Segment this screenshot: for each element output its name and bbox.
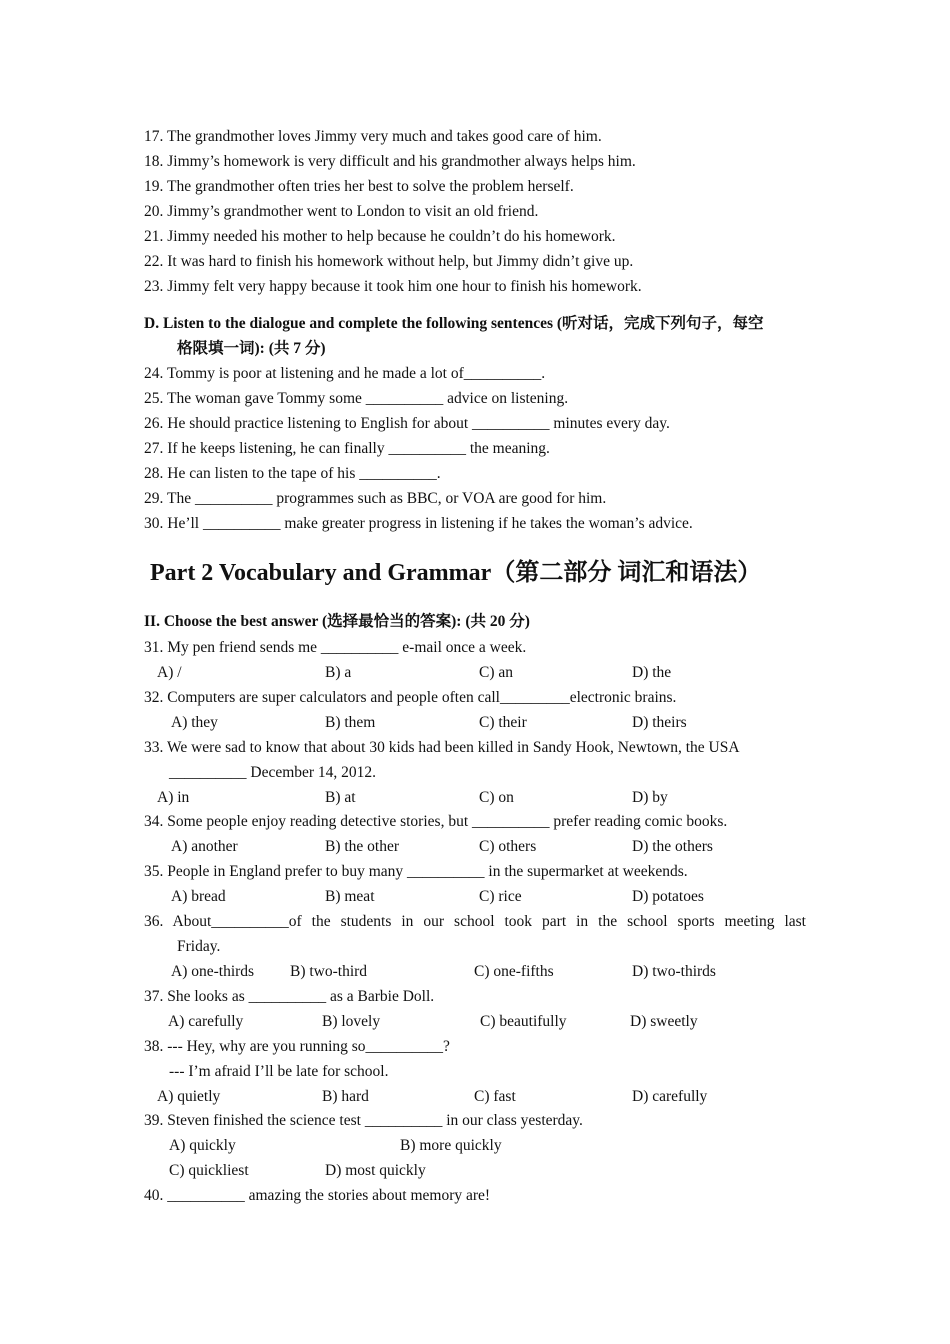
q37-option-b: B) lovely — [322, 1013, 381, 1030]
q36-option-d: D) two-thirds — [632, 963, 716, 980]
question-37: 37. She looks as __________ as a Barbie Doll. — [144, 988, 435, 1005]
q38-option-d: D) carefully — [632, 1088, 708, 1105]
q36-option-c: C) one-fifths — [474, 963, 554, 980]
question-33-cont: __________ December 14, 2012. — [169, 764, 377, 781]
question-36-cont: Friday. — [177, 938, 221, 955]
q37-option-a: A) carefully — [168, 1013, 244, 1030]
q32-option-c: C) their — [479, 714, 527, 731]
q37-option-c: C) beautifully — [480, 1013, 567, 1030]
question-38-reply: --- I’m afraid I’ll be late for school. — [169, 1063, 389, 1080]
q31-option-c: C) an — [479, 664, 514, 681]
q34-option-a: A) another — [171, 838, 238, 855]
question-40: 40. __________ amazing the stories about memory are! — [144, 1187, 491, 1204]
q38-option-c: C) fast — [474, 1088, 516, 1105]
q32-option-b: B) them — [325, 714, 376, 731]
q31-option-b: B) a — [325, 664, 352, 681]
q39-option-c: C) quickliest — [169, 1162, 249, 1179]
section-d-heading: D. Listen to the dialogue and complete the following sentences (听对话，完成下列句子，每空 — [144, 315, 764, 332]
question-36: 36. About__________of the students in our school took part in the school sports meeting last — [144, 913, 806, 930]
q34-option-c: C) others — [479, 838, 537, 855]
q33-option-a: A) in — [157, 789, 190, 806]
question-34: 34. Some people enjoy reading detective stories, but __________ prefer reading comic books. — [144, 813, 728, 830]
section-d-heading-cont: 格限填一词): (共 7 分) — [177, 340, 326, 357]
q33-option-c: C) on — [479, 789, 514, 806]
sentence-25: 25. The woman gave Tommy some __________ advice on listening. — [144, 390, 569, 407]
q35-option-b: B) meat — [325, 888, 375, 905]
sentence-26: 26. He should practice listening to English for about __________ minutes every day. — [144, 415, 670, 432]
question-33: 33. We were sad to know that about 30 kids had been killed in Sandy Hook, Newtown, the USA — [144, 739, 740, 756]
q36-option-a: A) one-thirds — [171, 963, 255, 980]
sentence-27: 27. If he keeps listening, he can finally __________ the meaning. — [144, 440, 550, 457]
statement-19: 19. The grandmother often tries her best to solve the problem herself. — [144, 178, 574, 195]
q35-option-a: A) bread — [171, 888, 226, 905]
section-ii-heading: II. Choose the best answer (选择最恰当的答案): (共 20 分) — [144, 613, 530, 630]
sentence-29: 29. The __________ programmes such as BBC, or VOA are good for him. — [144, 490, 607, 507]
statement-23: 23. Jimmy felt very happy because it took him one hour to finish his homework. — [144, 278, 642, 295]
q34-option-b: B) the other — [325, 838, 400, 855]
q39-option-b: B) more quickly — [400, 1137, 502, 1154]
q36-option-b: B) two-third — [290, 963, 368, 980]
q33-option-d: D) by — [632, 789, 668, 806]
q34-option-d: D) the others — [632, 838, 713, 855]
q32-option-a: A) they — [171, 714, 218, 731]
part2-title: Part 2 Vocabulary and Grammar（第二部分 词汇和语法） — [150, 560, 762, 586]
sentence-24: 24. Tommy is poor at listening and he made a lot of__________. — [144, 365, 546, 382]
q37-option-d: D) sweetly — [630, 1013, 698, 1030]
statement-21: 21. Jimmy needed his mother to help because he couldn’t do his homework. — [144, 228, 616, 245]
q31-option-d: D) the — [632, 664, 672, 681]
question-38: 38. --- Hey, why are you running so__________? — [144, 1038, 450, 1055]
q38-option-b: B) hard — [322, 1088, 369, 1105]
question-39: 39. Steven finished the science test __________ in our class yesterday. — [144, 1112, 583, 1129]
sentence-28: 28. He can listen to the tape of his __________. — [144, 465, 441, 482]
statement-18: 18. Jimmy’s homework is very difficult and his grandmother always helps him. — [144, 153, 636, 170]
question-32: 32. Computers are super calculators and people often call_________electronic brains. — [144, 689, 677, 706]
q35-option-c: C) rice — [479, 888, 522, 905]
q35-option-d: D) potatoes — [632, 888, 704, 905]
q33-option-b: B) at — [325, 789, 356, 806]
statement-22: 22. It was hard to finish his homework without help, but Jimmy didn’t give up. — [144, 253, 634, 270]
statement-20: 20. Jimmy’s grandmother went to London to visit an old friend. — [144, 203, 539, 220]
q39-option-a: A) quickly — [169, 1137, 236, 1154]
q39-option-d: D) most quickly — [325, 1162, 426, 1179]
statement-17: 17. The grandmother loves Jimmy very much and takes good care of him. — [144, 128, 602, 145]
q32-option-d: D) theirs — [632, 714, 687, 731]
sentence-30: 30. He’ll __________ make greater progress in listening if he takes the woman’s advice. — [144, 515, 693, 532]
q31-option-a: A) / — [157, 664, 182, 681]
q38-option-a: A) quietly — [157, 1088, 221, 1105]
question-31: 31. My pen friend sends me __________ e-mail once a week. — [144, 639, 527, 656]
question-35: 35. People in England prefer to buy many __________ in the supermarket at weekends. — [144, 863, 688, 880]
